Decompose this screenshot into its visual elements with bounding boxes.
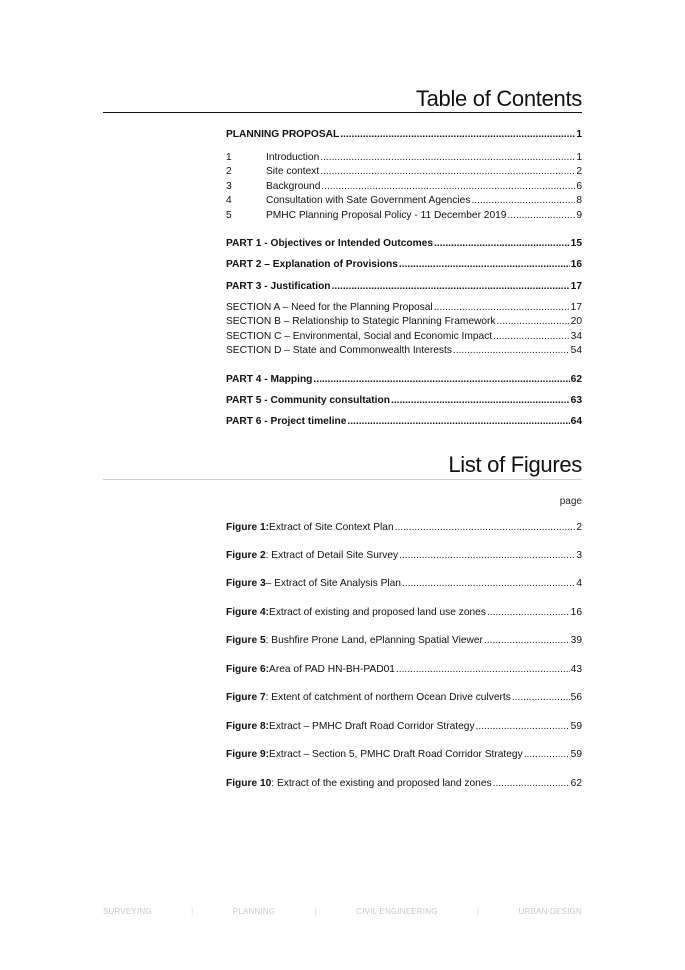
toc-entry-number: 5	[226, 209, 232, 221]
figure-leader	[396, 664, 570, 675]
figure-caption: : Extract of Detail Site Survey	[265, 550, 399, 561]
toc-leader	[313, 373, 569, 387]
figure-page: 59	[570, 749, 582, 760]
figure-leader	[484, 635, 570, 646]
figure-entry[interactable]	[226, 607, 582, 618]
footer-item-surveying: SURVEYING	[103, 907, 152, 916]
toc-entry-page: 62	[570, 374, 582, 385]
page-footer	[103, 907, 582, 916]
toc-entry-label: PLANNING PROPOSAL	[226, 129, 340, 140]
figure-page: 16	[570, 607, 582, 618]
figure-caption: Area of PAD HN-BH-PAD01	[269, 664, 395, 675]
figure-caption: Extract of existing and proposed land use zones	[269, 607, 486, 618]
footer-separator: |	[191, 907, 194, 916]
figure-leader	[487, 607, 570, 618]
toc-entry-section-d[interactable]	[226, 344, 582, 358]
figure-page: 3	[576, 550, 582, 561]
figure-caption: : Extract of the existing and proposed land zones	[271, 778, 492, 789]
figure-page: 2	[576, 522, 582, 533]
toc-entry-planning-proposal[interactable]	[226, 128, 582, 142]
toc-entry-page: 16	[570, 259, 582, 270]
toc-entry-label: SECTION A – Need for the Planning Proposal	[226, 302, 433, 313]
toc-entry-section[interactable]	[226, 165, 582, 179]
toc-entry-label: PART 4 - Mapping	[226, 374, 313, 385]
toc-title-rule	[103, 112, 582, 113]
toc-entry-label: Consultation with Sate Government Agencies	[266, 195, 471, 207]
toc-entry-section-c[interactable]	[226, 330, 582, 344]
footer-item-planning: PLANNING	[232, 907, 276, 916]
toc-leader	[321, 180, 575, 194]
toc-entry-section[interactable]	[226, 194, 582, 208]
toc-entry-label: PART 1 - Objectives or Intended Outcomes	[226, 238, 433, 249]
toc-leader	[497, 315, 570, 329]
toc-section-list	[226, 151, 582, 223]
toc-leader	[507, 209, 575, 223]
toc-entry-part-4[interactable]	[226, 373, 582, 387]
figure-label: Figure 9:	[226, 749, 270, 760]
toc-entry-part-1[interactable]	[226, 237, 582, 251]
toc-leader	[399, 258, 570, 272]
figure-entry[interactable]	[226, 778, 582, 789]
figure-label: Figure 10	[226, 778, 272, 789]
figure-page: 59	[570, 721, 582, 732]
toc-leader	[391, 394, 570, 408]
figure-entry[interactable]	[226, 522, 582, 533]
figure-page: 56	[570, 692, 582, 703]
toc-leader	[453, 344, 570, 358]
figure-entry[interactable]	[226, 635, 582, 646]
figure-entry[interactable]	[226, 664, 582, 675]
figure-leader	[395, 522, 576, 533]
toc-entry-number: 1	[226, 152, 232, 163]
toc-list	[226, 128, 582, 142]
figure-entry[interactable]	[226, 749, 582, 760]
toc-entry-section[interactable]	[226, 151, 582, 165]
toc-part-2-wrap	[226, 258, 582, 272]
toc-part-3-sections	[226, 301, 582, 359]
toc-entry-page: 9	[576, 209, 582, 221]
toc-entry-page: 2	[576, 166, 582, 178]
figure-leader	[399, 550, 575, 561]
toc-entry-label: PART 5 - Community consultation	[226, 395, 390, 406]
toc-leader	[347, 415, 569, 429]
figure-label: Figure 6:	[226, 664, 270, 675]
toc-part-4-wrap	[226, 373, 582, 387]
figure-page: 39	[570, 635, 582, 646]
toc-entry-section[interactable]	[226, 209, 582, 223]
toc-entry-label: PART 3 - Justification	[226, 281, 331, 292]
toc-entry-section-b[interactable]	[226, 315, 582, 329]
toc-entry-page: 64	[570, 416, 582, 427]
toc-entry-page: 63	[570, 395, 582, 406]
figure-label: Figure 8:	[226, 721, 270, 732]
figure-caption: : Bushfire Prone Land, ePlanning Spatial Viewer	[265, 635, 483, 646]
toc-entry-page: 1	[576, 129, 582, 140]
figure-leader	[493, 778, 570, 789]
toc-leader	[320, 165, 575, 179]
footer-item-civil-engineering: CIVIL ENGINEERING	[356, 907, 438, 916]
figures-title-rule	[103, 479, 582, 480]
figure-leader	[402, 578, 575, 589]
figure-entry[interactable]	[226, 692, 582, 703]
toc-entry-section[interactable]	[226, 180, 582, 194]
toc-entry-page: 8	[576, 195, 582, 207]
toc-leader	[434, 237, 570, 251]
toc-entry-section-a[interactable]	[226, 301, 582, 315]
toc-entry-page: 17	[570, 281, 582, 292]
toc-entry-part-2[interactable]	[226, 258, 582, 272]
figure-page: 43	[570, 664, 582, 675]
figure-page: 62	[570, 778, 582, 789]
toc-entry-page: 6	[576, 180, 582, 192]
figure-entry[interactable]	[226, 550, 582, 561]
toc-entry-label: PART 6 - Project timeline	[226, 416, 347, 427]
toc-entry-part-3[interactable]	[226, 280, 582, 294]
toc-entry-page: 1	[576, 152, 582, 163]
figure-label: Figure 5	[226, 635, 266, 646]
toc-entry-part-5[interactable]	[226, 394, 582, 408]
toc-title: Table of Contents	[415, 86, 582, 111]
toc-entry-page: 20	[570, 316, 582, 328]
figure-label: Figure 7	[226, 692, 266, 703]
toc-leader	[493, 330, 570, 344]
toc-entry-label: Background	[266, 180, 321, 192]
figure-leader	[524, 749, 570, 760]
figure-entry[interactable]	[226, 721, 582, 732]
figure-leader	[512, 692, 570, 703]
toc-entry-part-6[interactable]	[226, 415, 582, 429]
figure-caption: Extract of Site Context Plan	[269, 522, 394, 533]
toc-leader	[340, 128, 575, 142]
figure-caption: Extract – PMHC Draft Road Corridor Strategy	[269, 721, 475, 732]
figures-title: List of Figures	[448, 452, 582, 477]
toc-part-5-wrap	[226, 394, 582, 408]
toc-entry-label: Site context	[266, 166, 320, 178]
figure-caption: – Extract of Site Analysis Plan	[265, 578, 401, 589]
figure-label: Figure 3	[226, 578, 266, 589]
toc-entry-label: SECTION B – Relationship to Stategic Planning Framework	[226, 316, 496, 328]
toc-entry-page: 34	[570, 330, 582, 342]
figures-page-column-label: page	[559, 496, 582, 507]
toc-entry-number: 3	[226, 180, 232, 192]
figure-label: Figure 2	[226, 550, 266, 561]
toc-entry-label: SECTION D – State and Commonwealth Interests	[226, 345, 452, 357]
toc-entry-page: 17	[570, 302, 582, 313]
toc-entry-number: 4	[226, 195, 232, 207]
figure-caption: : Extent of catchment of northern Ocean Drive culverts	[265, 692, 511, 703]
toc-leader	[320, 151, 575, 165]
toc-entry-page: 54	[570, 345, 582, 357]
toc-part-1-wrap	[226, 237, 582, 251]
figure-entry[interactable]	[226, 578, 582, 589]
toc-entry-label: PMHC Planning Proposal Policy - 11 December 2019	[266, 209, 507, 221]
toc-entry-label: Introduction	[266, 152, 320, 163]
toc-part-3-wrap	[226, 280, 582, 294]
figure-label: Figure 1:	[226, 522, 270, 533]
toc-entry-label: PART 2 – Explanation of Provisions	[226, 259, 398, 270]
figure-caption: Extract – Section 5, PMHC Draft Road Corridor Strategy	[269, 749, 523, 760]
figure-page: 4	[576, 578, 582, 589]
figure-leader	[476, 721, 570, 732]
footer-separator: |	[476, 907, 480, 916]
toc-leader	[434, 301, 570, 315]
toc-part-6-wrap	[226, 415, 582, 429]
figure-label: Figure 4:	[226, 607, 270, 618]
toc-entry-label: SECTION C – Environmental, Social and Economic Impact	[226, 330, 493, 342]
toc-leader	[471, 194, 575, 208]
footer-item-urban-design: URBAN DESIGN	[518, 907, 582, 916]
footer-separator: |	[314, 907, 317, 916]
toc-entry-page: 15	[570, 238, 582, 249]
toc-leader	[332, 280, 570, 294]
toc-entry-number: 2	[226, 166, 232, 178]
